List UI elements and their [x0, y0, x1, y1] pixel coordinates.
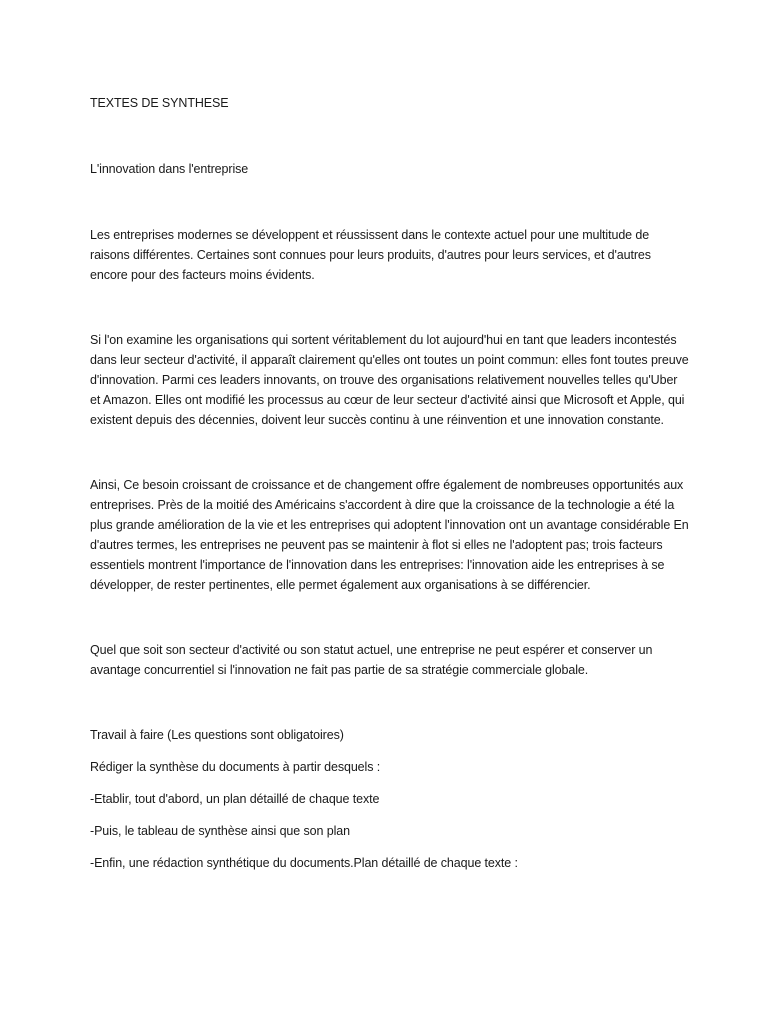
paragraph-1: Les entreprises modernes se développent et réussissent dans le contexte actuel pour une multitude de raisons différentes. Certaines sont connues pour leurs produits, d'autres pour leurs services, et d'autres encore pour des facteurs moins évidents. [90, 228, 651, 282]
document-subtitle: L'innovation dans l'entreprise [90, 162, 249, 176]
task-heading: Travail à faire (Les questions sont obligatoires) [90, 728, 344, 742]
task-line: -Etablir, tout d'abord, un plan détaillé de chaque texte [90, 792, 380, 806]
task-line: -Enfin, une rédaction synthétique du documents.Plan détaillé de chaque texte : [90, 856, 518, 870]
task-line: -Puis, le tableau de synthèse ainsi que son plan [90, 824, 350, 838]
paragraph-2: Si l'on examine les organisations qui sortent véritablement du lot aujourd'hui en tant que leaders incontestés dans leur secteur d'activité, il apparaît clairement qu'elles ont toutes un point commun: elles font toutes preuve d'innovation. Parmi ces leaders innovants, on trouve des organisations relativement nouvelles telles qu'Uber et Amazon. Elles ont modifié les processus au cœur de leur secteur d'activité ainsi que Microsoft et Apple, qui existent depuis des décennies, doivent leur succès continu à une réinvention et une innovation constante. [90, 333, 689, 427]
document-page [90, 93, 690, 885]
document-title: TEXTES DE SYNTHESE [90, 96, 229, 110]
paragraph-3: Ainsi, Ce besoin croissant de croissance et de changement offre également de nombreuses opportunités aux entreprises. Près de la moitié des Américains s'accordent à dire que la croissance de la technologie a été la plus grande amélioration de la vie et les entreprises qui adoptent l'innovation ont un avantage considérable En d'autres termes, les entreprises ne peuvent pas se maintenir à flot si elles ne l'adoptent pas; trois facteurs essentiels montrent l'importance de l'innovation dans les entreprises: l'innovation aide les entreprises à se développer, de rester pertinentes, elle permet également aux organisations à se différencier. [90, 478, 689, 592]
paragraph-4: Quel que soit son secteur d'activité ou son statut actuel, une entreprise ne peut espérer et conserver un avantage concurrentiel si l'innovation ne fait pas partie de sa stratégie commerciale globale. [90, 643, 653, 677]
task-line: Rédiger la synthèse du documents à partir desquels : [90, 760, 381, 774]
